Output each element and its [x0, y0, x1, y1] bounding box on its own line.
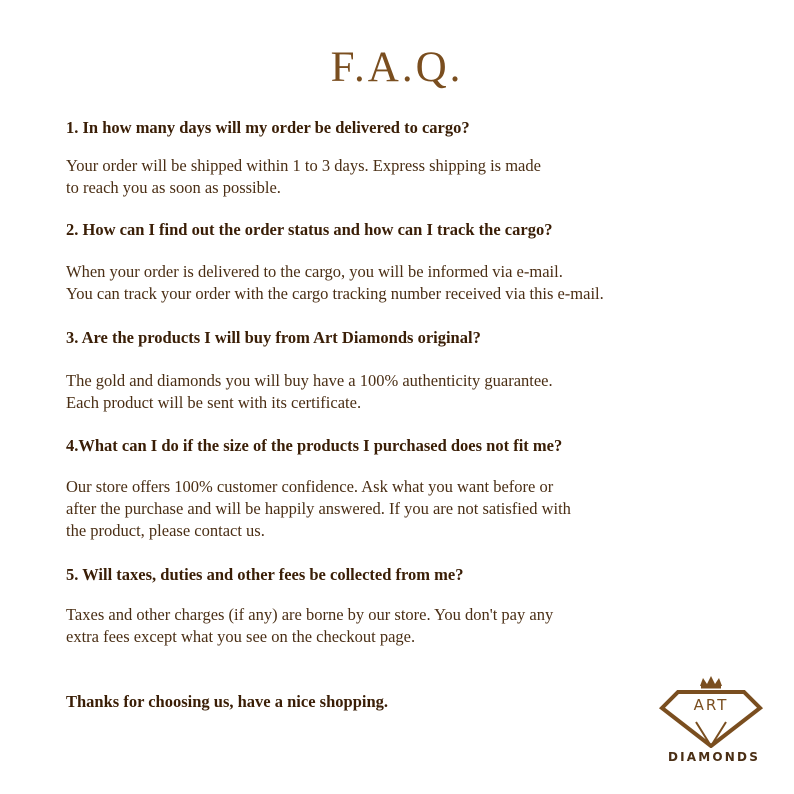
faq-answer-5	[66, 604, 553, 648]
faq-answer-4-line-1: Our store offers 100% customer confidence. Ask what you want before or	[66, 477, 554, 496]
faq-answer-5-line-2: extra fees except what you see on the checkout page.	[66, 627, 416, 646]
faq-answer-3-line-2: Each product will be sent with its certificate.	[66, 393, 362, 412]
faq-answer-1-line-2: to reach you as soon as possible.	[66, 178, 281, 197]
faq-answer-1-line-1: Your order will be shipped within 1 to 3 days. Express shipping is made	[66, 156, 541, 175]
faq-answer-1	[66, 155, 541, 199]
faq-question-1: 1. In how many days will my order be delivered to cargo?	[66, 118, 470, 137]
faq-question-3: 3. Are the products I will buy from Art Diamonds original?	[66, 328, 481, 347]
faq-answer-4-line-2: after the purchase and will be happily answered. If you are not satisfied with	[66, 499, 571, 518]
faq-answer-2-line-2: You can track your order with the cargo tracking number received via this e-mail.	[66, 284, 604, 303]
faq-answer-5-line-1: Taxes and other charges (if any) are borne by our store. You don't pay any	[66, 605, 554, 624]
faq-answer-2-line-1: When your order is delivered to the cargo, you will be informed via e-mail.	[66, 262, 563, 281]
faq-question-4: 4.What can I do if the size of the products I purchased does not fit me?	[66, 436, 563, 455]
logo-mark-text: ART	[693, 696, 729, 714]
brand-logo	[656, 676, 772, 768]
faq-answer-3-line-1: The gold and diamonds you will buy have a 100% authenticity guarantee.	[66, 371, 553, 390]
faq-question-2: 2. How can I find out the order status and how can I track the cargo?	[66, 220, 553, 239]
page-title: F.A.Q.	[330, 44, 464, 91]
faq-answer-4	[66, 476, 571, 542]
faq-answer-3	[66, 370, 553, 414]
faq-answer-4-line-3: the product, please contact us.	[66, 521, 265, 540]
faq-question-5: 5. Will taxes, duties and other fees be collected from me?	[66, 565, 464, 584]
faq-answer-2	[66, 261, 604, 305]
logo-brand-name: DIAMONDS	[667, 750, 761, 764]
closing-message: Thanks for choosing us, have a nice shopping.	[66, 692, 388, 711]
